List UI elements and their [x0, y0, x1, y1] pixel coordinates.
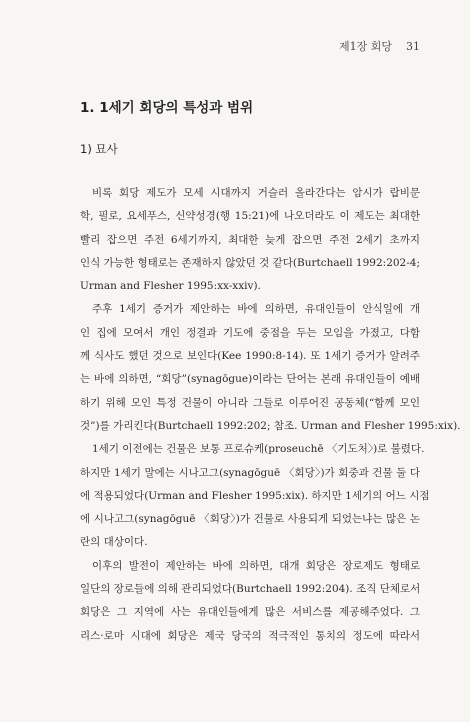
- text-line: 하지만 1세기 말에는 시나고그(synagōguē 〈회당〉)가 회중과 건물 둘 다: [80, 466, 420, 479]
- chapter-title: 제1장 회당: [339, 40, 392, 53]
- text-line: 께 식사도 했던 것으로 보인다(Kee 1990:8-14). 또 1세기 증거가 알려주: [80, 350, 420, 363]
- text-line: 에 시나고그(synagōguē 〈회당〉)가 건물로 사용되게 되었는냐는 많은 논: [80, 513, 420, 526]
- text-line: 빨리 잡으면 주전 6세기까지, 최대한 늦게 잡으면 주전 2세기 초까지: [80, 233, 420, 246]
- text-line: 인식 가능한 형태로는 존재하지 않았던 것 같다(Burtchaell 1992:202-4;: [80, 256, 420, 269]
- text-line: 이후의 발전이 제안하는 바에 의하면, 대개 회당은 장로제도 형태로: [92, 559, 420, 572]
- text-line: 는 바에 의하면, “회당”(synagōgue)이라는 단어는 본래 유대인들이 예배: [80, 373, 420, 386]
- text-line: 에 적용되었다(Urman and Flesher 1995:xix). 하지만 1세기의 어느 시점: [80, 489, 430, 502]
- text-line: Urman and Flesher 1995:xx-xxiv).: [80, 280, 261, 293]
- page-number: 31: [406, 40, 420, 53]
- text-line: 것”)를 가리킨다(Burtchaell 1992:202; 참조. Urman and Flesher 1995:xix).: [80, 419, 461, 432]
- paragraph: [80, 438, 430, 554]
- text-line: 인 집에 모여서 개인 정결과 기도에 중점을 두는 모임을 가졌고, 다함: [80, 326, 420, 339]
- subsection-heading: 1) 묘사: [80, 142, 118, 156]
- text-line: 학, 필로, 요세푸스, 신약성경(행 15:21)에 나오더라도 이 제도는 최대한: [80, 210, 420, 223]
- text-line: 일단의 장로들에 의해 관리되었다(Burtchaell 1992:204). 조직 단체로서: [80, 583, 421, 596]
- text-line: 하기 위해 모인 특정 건물이 아니라 그들로 이루어진 공동체(“함께 모인: [80, 396, 420, 409]
- body-text: [80, 182, 461, 648]
- text-line: 리스·로마 시대에 회당은 제국 당국의 적극적인 통치의 정도에 따라서: [80, 629, 420, 642]
- text-line: 비록 회당 제도가 모세 시대까지 거슬러 올라간다는 암시가 랍비문: [92, 187, 420, 199]
- text-line: 회당은 그 지역에 사는 유대인들에게 많은 서비스를 제공해주었다. 그: [80, 606, 420, 619]
- text-line: 1세기 이전에는 건물은 보통 프로슈케(proseuchē 〈기도처〉)로 불렸다.: [92, 443, 425, 456]
- paragraph: [80, 555, 420, 648]
- text-line: 주후 1세기 증거가 제안하는 바에 의하면, 유대인들이 안식일에 개: [92, 303, 420, 316]
- section-heading: 1. 1세기 회당의 특성과 범위: [80, 100, 254, 116]
- paragraph: [80, 182, 420, 298]
- text-line: 란의 대상이다.: [80, 536, 148, 549]
- paragraph: [80, 298, 461, 438]
- running-header: [339, 38, 420, 54]
